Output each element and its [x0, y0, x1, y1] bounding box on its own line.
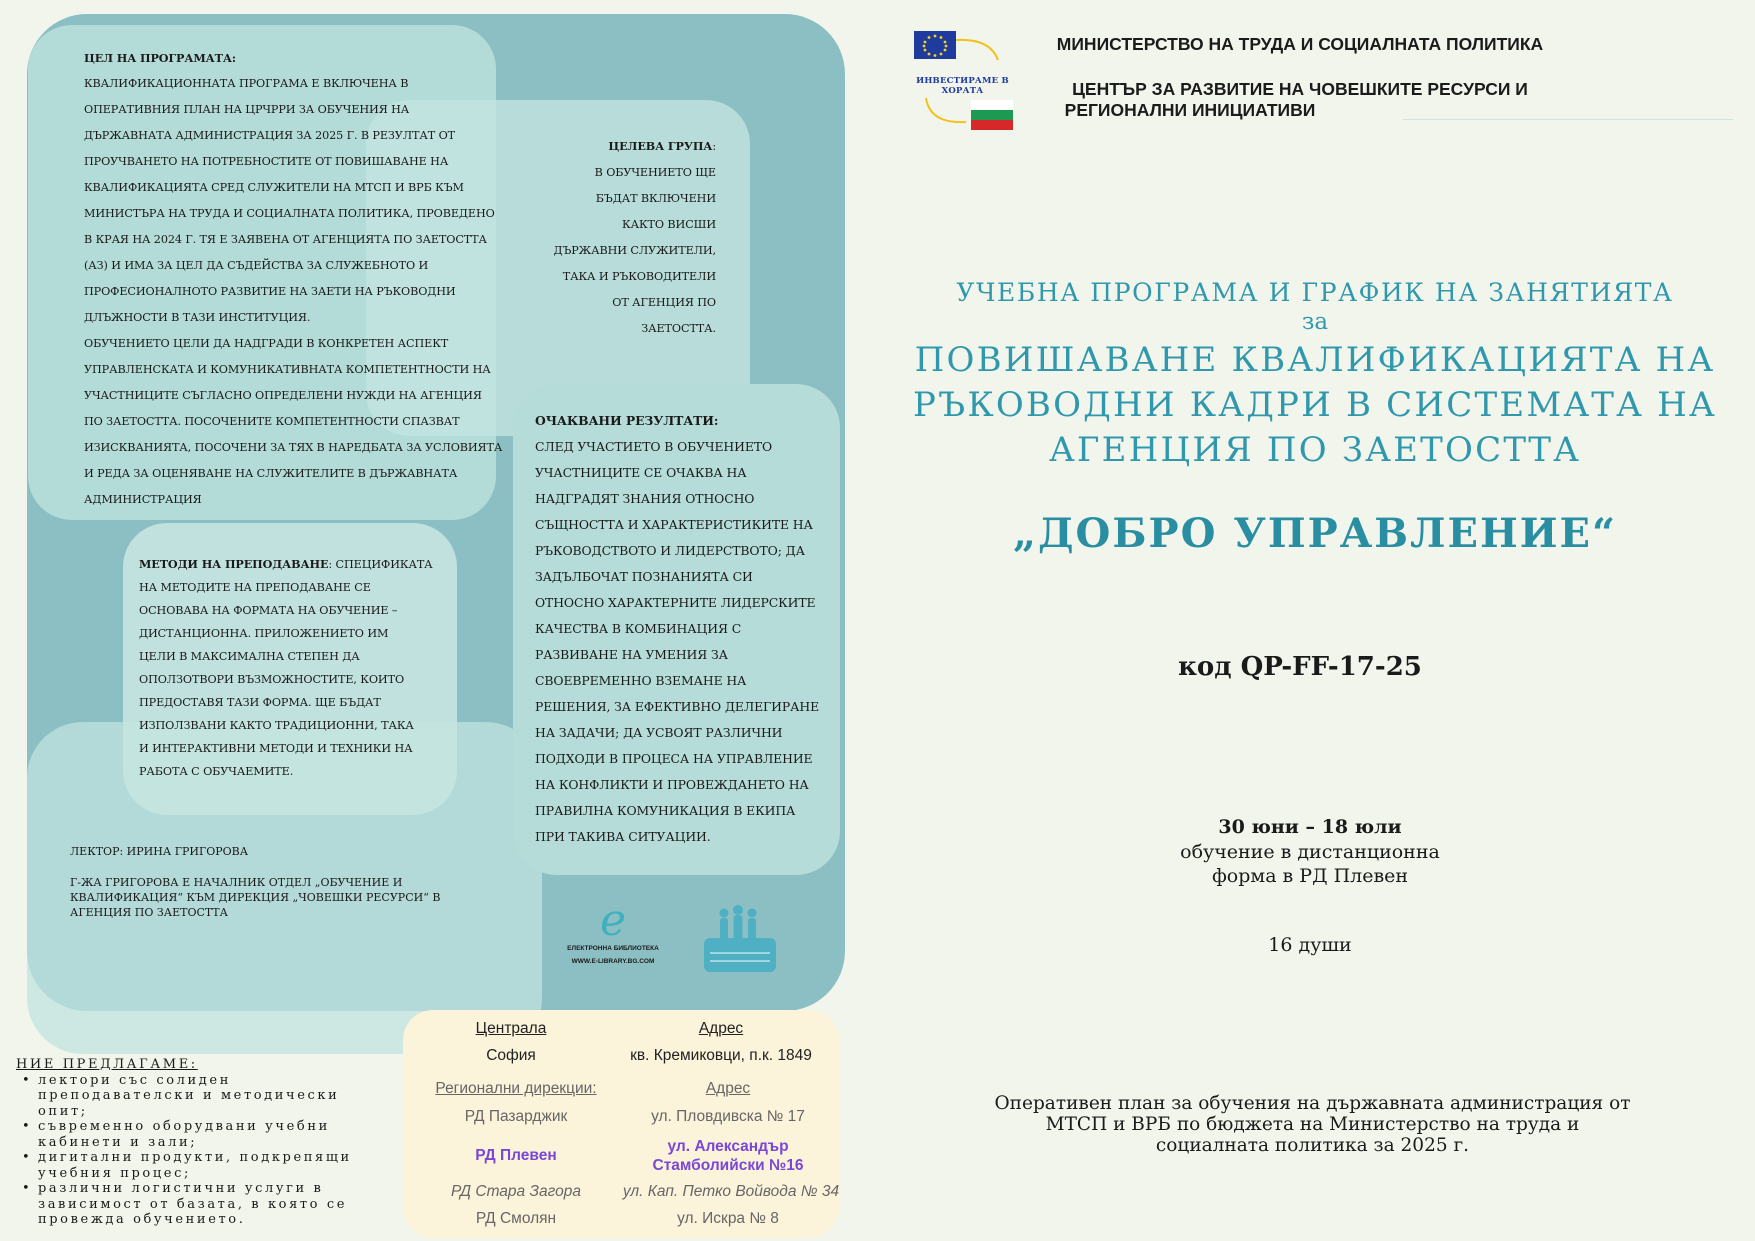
- text-line: (АЗ) И ИМА ЗА ЦЕЛ ДА СЪДЕЙСТВА ЗА СЛУЖЕБНОТО И: [84, 259, 429, 272]
- text-line: В ОБУЧЕНИЕТО ЩЕ: [594, 166, 716, 179]
- text-line: ДЪРЖАВНИ СЛУЖИТЕЛИ,: [553, 244, 716, 257]
- rd-pazardzhik-address: ул. Пловдивска № 17: [651, 1108, 805, 1125]
- text-line: ПРЕДОСТАВЯ ТАЗИ ФОРМА. ЩЕ БЪДАТ: [139, 696, 381, 709]
- elibrary-e-icon: e: [599, 895, 627, 946]
- offer-item-line: дигитални продукти, подкрепящи: [38, 1150, 352, 1165]
- lecturer-bio: [70, 875, 470, 920]
- text-line: ПРИ ТАКИВА СИТУАЦИИ.: [535, 829, 711, 844]
- course-dates: 30 юни – 18 юли: [1218, 816, 1402, 838]
- text-line: ОБУЧЕНИЕТО ЦЕЛИ ДА НАДГРАДИ В КОНКРЕТЕН АСПЕКТ: [84, 337, 449, 350]
- program-title: УЧЕБНА ПРОГРАМА И ГРАФИК НА ЗАНЯТИЯТА: [956, 278, 1674, 307]
- methods-heading: МЕТОДИ НА ПРЕПОДАВАНЕ: [139, 557, 329, 571]
- bullet-icon: •: [22, 1150, 33, 1165]
- head-office-address: кв. Кремиковци, п.к. 1849: [630, 1047, 812, 1064]
- rd-stara-zagora-address: ул. Кап. Петко Войвода № 34: [622, 1183, 840, 1200]
- text-line: И РЕДА ЗА ОЦЕНЯВАНЕ НА СЛУЖИТЕЛИТЕ В ДЪРЖАВНАТА: [84, 467, 458, 480]
- target-group-section: ЦЕЛЕВА ГРУПА: В ОБУЧЕНИЕТО ЩЕ БЪДАТ ВКЛЮЧЕНИ КАКТО ВИСШИ ДЪРЖАВНИ СЛУЖИТЕЛИ, ТАКА И РЪКОВОДИТЕЛИ ОТ АГЕНЦИЯ ПО ЗАЕТОСТТА.: [520, 133, 716, 342]
- text-line: ОПЕРАТИВНИЯ ПЛАН НА ЦРЧРРИ ЗА ОБУЧЕНИЯ НА: [84, 103, 410, 116]
- rd-pazardzhik: РД Пазарджик: [464, 1108, 568, 1125]
- text-line: УЧАСТНИЦИТЕ СЕ ОЧАКВА НА: [535, 465, 747, 480]
- text-line: КАЧЕСТВА В КОМБИНАЦИЯ С: [535, 621, 742, 636]
- elibrary-logo: [562, 895, 664, 965]
- text-line: ЦЕЛИ В МАКСИМАЛНА СТЕПЕН ДА: [139, 650, 360, 663]
- offer-item-line: кабинети и зали;: [38, 1134, 198, 1150]
- text-line: ОСНОВАВА НА ФОРМАТА НА ОБУЧЕНИЕ –: [139, 604, 398, 617]
- text-line: ИЗПОЛЗВАНИ КАКТО ТРАДИЦИОННИ, ТАКА: [139, 719, 414, 732]
- text-line: АГЕНЦИЯ ПО ЗАЕТОСТТА: [70, 906, 228, 919]
- results-heading: ОЧАКВАНИ РЕЗУЛТАТИ:: [535, 413, 719, 428]
- offer-item-line: лектори със солиден: [38, 1072, 231, 1088]
- text-line: СВОЕВРЕМЕННО ВЗЕМАНЕ НА: [535, 673, 747, 688]
- text-line: ПОДХОДИ В ПРОЦЕСА НА УПРАВЛЕНИЕ: [535, 751, 813, 766]
- methods-text: [139, 576, 449, 783]
- people-group-icon: [704, 904, 776, 972]
- text-line: ДИСТАНЦИОННА. ПРИЛОЖЕНИЕТО ИМ: [139, 627, 389, 640]
- offer-item-line: различни логистични услуги в: [38, 1181, 324, 1196]
- offer-item: [16, 1073, 406, 1120]
- elibrary-name: ЕЛЕКТРОННА БИБЛИОТЕКА: [567, 945, 659, 952]
- rd-pleven-address: ул. Александър Стамболийски №16: [652, 1138, 804, 1174]
- offer-item-line: зависимост от базата, в която се: [38, 1196, 348, 1212]
- course-title: ПОВИШАВАНЕ КВАЛИФИКАЦИЯТА НА РЪКОВОДНИ КАДРИ В СИСТЕМАТА НА АГЕНЦИЯ ПО ЗАЕТОСТТА: [913, 340, 1717, 470]
- head-office-label: Централа: [475, 1020, 547, 1037]
- participants-count: 16 души: [1268, 934, 1352, 956]
- elibrary-url: WWW.E-LIBRARY.BG.COM: [571, 958, 655, 965]
- target-group-text: [520, 160, 716, 342]
- text-line: И ИНТЕРАКТИВНИ МЕТОДИ И ТЕХНИКИ НА: [139, 742, 413, 755]
- offer-item: [16, 1181, 406, 1228]
- text-line: АДМИНИСТРАЦИЯ: [84, 493, 202, 506]
- text-line: В КРАЯ НА 2024 Г. ТЯ Е ЗАЯВЕНА ОТ АГЕНЦИЯТА ПО ЗАЕТОСТТА: [84, 233, 487, 246]
- offer-list: [16, 1073, 406, 1228]
- text-line: РАБОТА С ОБУЧАЕМИТЕ.: [139, 765, 294, 778]
- text-line: РЪКОВОДСТВОТО И ЛИДЕРСТВОТО; ДА: [535, 543, 805, 558]
- offer-heading: НИЕ ПРЕДЛАГАМЕ:: [16, 1057, 198, 1072]
- lecturer-section: [70, 845, 470, 920]
- bullet-icon: •: [22, 1072, 33, 1088]
- rd-pleven: РД Плевен: [475, 1147, 557, 1164]
- offer-item-line: учебния процес;: [38, 1165, 191, 1181]
- offer-item-line: преподавателски и методически: [38, 1088, 340, 1103]
- text-line: СЪЩНОСТТА И ХАРАКТЕРИСТИКИТЕ НА: [535, 517, 813, 532]
- center-name: ЦЕНТЪР ЗА РАЗВИТИЕ НА ЧОВЕШКИТЕ РЕСУРСИ И РЕГИОНАЛНИ ИНИЦИАТИВИ: [1064, 79, 1528, 120]
- lecturer-name: ЛЕКТОР: ИРИНА ГРИГОРОВА: [70, 845, 249, 858]
- text-line: УЧАСТНИЦИТЕ СЪГЛАСНО ОПРЕДЕЛЕНИ НУЖДИ НА АГЕНЦИЯ: [84, 389, 482, 402]
- offer-item-line: съвременно оборудвани учебни: [38, 1119, 330, 1134]
- text-line: КВАЛИФИКАЦИЯТА СРЕД СЛУЖИТЕЛИ НА МТСП И ВРБ КЪМ: [84, 181, 464, 194]
- address-label: Адрес: [698, 1020, 744, 1037]
- people-logo: [704, 904, 776, 972]
- text-line: ПО ЗАЕТОСТТА. ПОСОЧЕНИТЕ КОМПЕТЕНТНОСТИ СПАЗВАТ: [84, 415, 460, 428]
- text-line: ИЗИСКВАНИЯТА, ПОСОЧЕНИ ЗА ТЯХ В НАРЕДБАТА ЗА УСЛОВИЯТА: [84, 441, 503, 454]
- text-line: ДЛЪЖНОСТИ В ТАЗИ ИНСТИТУЦИЯ.: [84, 311, 311, 324]
- text-line: БЪДАТ ВКЛЮЧЕНИ: [595, 192, 716, 205]
- text-line: ПРОФЕСИОНАЛНОТО РАЗВИТИЕ НА ЗАЕТИ НА РЪКОВОДНИ: [84, 285, 456, 298]
- text-line: НАДГРАДЯТ ЗНАНИЯ ОТНОСНО: [535, 491, 755, 506]
- bullet-icon: •: [22, 1181, 33, 1196]
- text-line: ПРАВИЛНА КОМУНИКАЦИЯ В ЕКИПА: [535, 803, 796, 818]
- text-line: НА ЗАДАЧИ; ДА УСВОЯТ РАЗЛИЧНИ: [535, 725, 783, 740]
- text-line: ЗАЕТОСТТА.: [641, 322, 716, 335]
- text-line: КВАЛИФИКАЦИЯ“ КЪМ ДИРЕКЦИЯ „ЧОВЕШКИ РЕСУРСИ“ В: [70, 891, 441, 904]
- results-text: [535, 434, 835, 850]
- text-line: ОПОЛЗОТВОРИ ВЪЗМОЖНОСТИТЕ, КОИТО: [139, 673, 405, 686]
- offer-item-line: провежда обучението.: [38, 1212, 246, 1227]
- text-line: НА КОНФЛИКТИ И ПРОВЕЖДАНЕТО НА: [535, 777, 809, 792]
- header-divider: [1403, 119, 1733, 120]
- goal-text: [84, 71, 504, 513]
- eu-logo-text: ИНВЕСТИРАМЕ В ХОРАТА: [916, 76, 1009, 96]
- goal-heading: ЦЕЛ НА ПРОГРАМАТА:: [84, 51, 236, 65]
- text-line: ТАКА И РЪКОВОДИТЕЛИ: [562, 270, 716, 283]
- rd-smolyan-address: ул. Искра № 8: [677, 1210, 779, 1227]
- footer-note: Оперативен план за обучения на държавната администрация от МТСП и ВРБ по бюджета на Министерство на труда и социалната политика за 2025 г.: [994, 1093, 1631, 1156]
- offer-item: [16, 1150, 406, 1181]
- course-code: код QP-FF-17-25: [1178, 652, 1422, 682]
- text-line: СЛЕД УЧАСТИЕТО В ОБУЧЕНИЕТО: [535, 439, 773, 454]
- course-format: обучение в дистанционна форма в РД Плевен: [1180, 841, 1440, 887]
- offer-item-line: опит;: [38, 1103, 88, 1119]
- text-line: ПРОУЧВАНЕТО НА ПОТРЕБНОСТИТЕ ОТ ПОВИШАВАНЕ НА: [84, 155, 449, 168]
- text-line: КАКТО ВИСШИ: [622, 218, 716, 231]
- program-for: за: [1301, 309, 1329, 335]
- head-office-city: София: [486, 1047, 536, 1064]
- rd-smolyan: РД Смолян: [475, 1210, 557, 1227]
- text-line: ДЪРЖАВНАТА АДМИНИСТРАЦИЯ ЗА 2025 Г. В РЕЗУЛТАТ ОТ: [84, 129, 456, 142]
- text-line: ОТ АГЕНЦИЯ ПО: [612, 296, 716, 309]
- bullet-icon: •: [22, 1119, 33, 1134]
- offer-item: [16, 1119, 406, 1150]
- text-line: КВАЛИФИКАЦИОННАТА ПРОГРАМА Е ВКЛЮЧЕНА В: [84, 77, 409, 90]
- text-line: МИНИСТЪРА НА ТРУДА И СОЦИАЛНАТА ПОЛИТИКА, ПРОВЕДЕНО: [84, 207, 495, 220]
- text-line: ОТНОСНО ХАРАКТЕРНИТЕ ЛИДЕРСКИТЕ: [535, 595, 816, 610]
- text-line: РЕШЕНИЯ, ЗА ЕФЕКТИВНО ДЕЛЕГИРАНЕ: [535, 699, 820, 714]
- text-line: НА МЕТОДИТЕ НА ПРЕПОДАВАНЕ СЕ: [139, 581, 371, 594]
- text-line: УПРАВЛЕНСКАТА И КОМУНИКАТИВНАТА КОМПЕТЕНТНОСТИ НА: [84, 363, 491, 376]
- text-line: ЗАДЪЛБОЧАТ ПОЗНАНИЯТА СИ: [535, 569, 753, 584]
- ministry-name: МИНИСТЕРСТВО НА ТРУДА И СОЦИАЛНАТА ПОЛИТИКА: [1056, 34, 1544, 54]
- goal-section: [84, 45, 504, 513]
- regional-label: Регионални дирекции:: [435, 1080, 597, 1097]
- course-name: „ДОБРО УПРАВЛЕНИЕ“: [1012, 510, 1618, 557]
- regional-address-label: Адрес: [705, 1080, 751, 1097]
- offer-section: [16, 1057, 406, 1228]
- text-line: Г-ЖА ГРИГОРОВА Е НАЧАЛНИК ОТДЕЛ „ОБУЧЕНИЕ И: [70, 876, 403, 889]
- methods-section: МЕТОДИ НА ПРЕПОДАВАНЕ: СПЕЦИФИКАТА НА МЕТОДИТЕ НА ПРЕПОДАВАНЕ СЕ ОСНОВАВА НА ФОРМАТА НА ОБУЧЕНИЕ – ДИСТАНЦИОННА. ПРИЛОЖЕНИЕТО ИМ ЦЕЛИ В МАКСИМАЛНА СТЕПЕН ДА ОПОЛЗОТВОРИ ВЪЗМОЖНОСТИТЕ, КОИТО ПРЕДОСТАВЯ ТАЗИ ФОРМА. ЩЕ БЪДАТ ИЗПОЛЗВАНИ КАКТО ТРАДИЦИОННИ, ТАКА И ИНТЕРАКТИВНИ МЕТОДИ И ТЕХНИКИ НА РАБОТА С ОБУЧАЕМИТЕ.: [139, 553, 449, 783]
- target-group-heading: ЦЕЛЕВА ГРУПА: [608, 139, 713, 153]
- results-section: [535, 408, 835, 850]
- text-line: РАЗВИВАНЕ НА УМЕНИЯ ЗА: [535, 647, 728, 662]
- rd-stara-zagora: РД Стара Загора: [451, 1183, 581, 1200]
